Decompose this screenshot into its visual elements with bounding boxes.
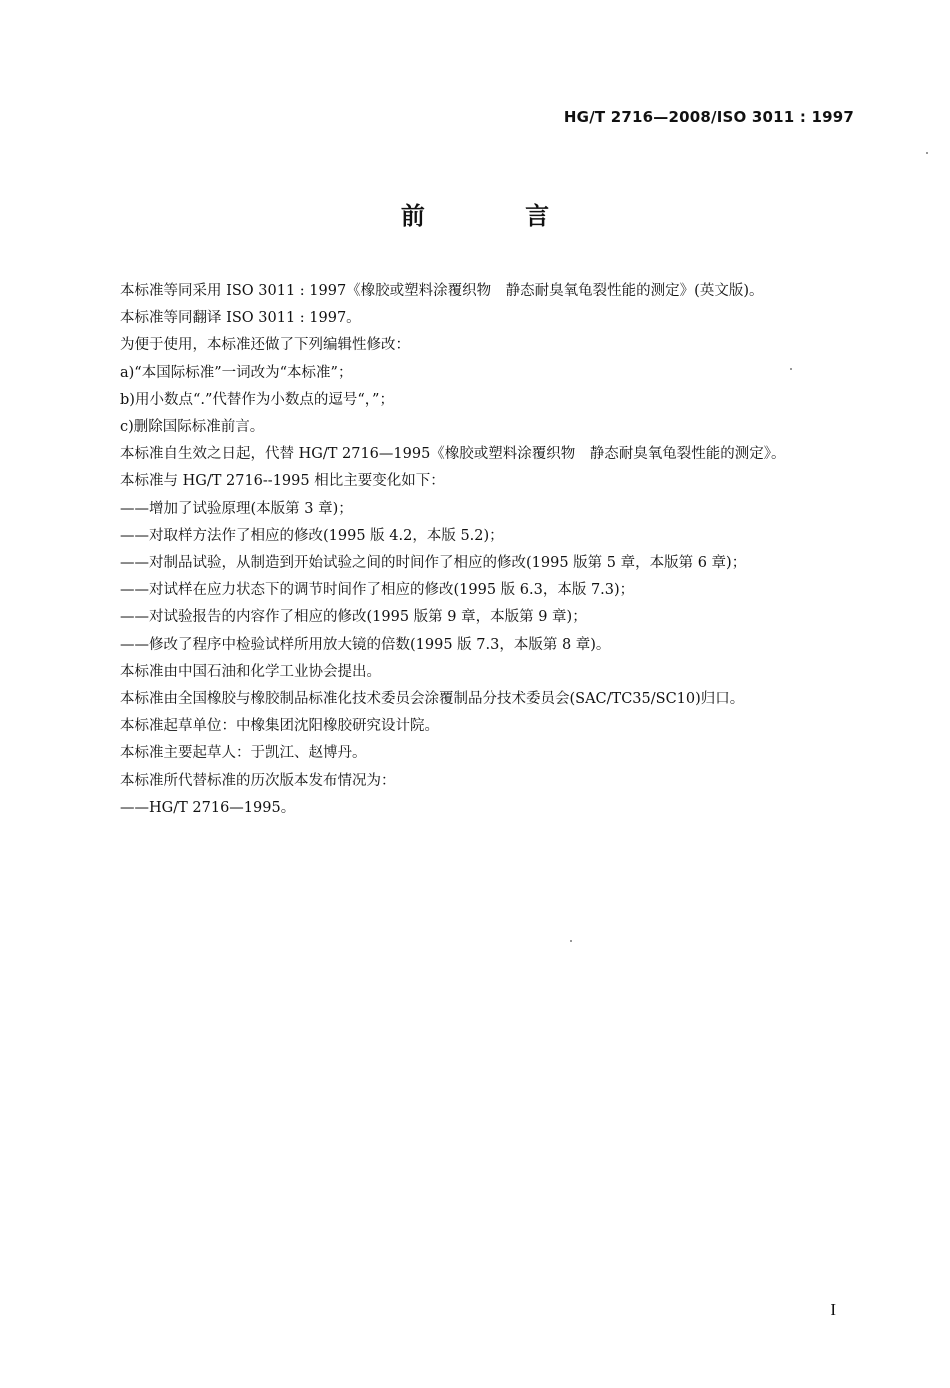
- list-item: ——HG/T 2716—1995。: [120, 799, 296, 816]
- list-item: ——对试验报告的内容作了相应的修改(1995 版第 9 章，本版第 9 章)；: [120, 609, 587, 626]
- paragraph: 本标准所代替标准的历次版本发布情况为：: [120, 772, 396, 789]
- scan-speck: [790, 368, 792, 370]
- list-item: ——修改了程序中检验试样所用放大镜的倍数(1995 版 7.3，本版第 8 章)。: [120, 636, 611, 653]
- page-title: 前 言: [400, 202, 596, 230]
- list-item: a)“本国际标准”一词改为“本标准”；: [120, 364, 353, 381]
- paragraph: 本标准自生效之日起，代替 HG/T 2716—1995《橡胶或塑料涂覆织物 静态耐臭氧龟裂性能的测定》。: [120, 446, 786, 463]
- page-number: I: [830, 1300, 836, 1319]
- list-item: ——对试样在应力状态下的调节时间作了相应的修改(1995 版 6.3，本版 7.3)；: [120, 582, 635, 599]
- list-item: ——对取样方法作了相应的修改(1995 版 4.2，本版 5.2)；: [120, 527, 504, 544]
- list-item: ——增加了试验原理(本版第 3 章)；: [120, 500, 353, 517]
- list-item: c)删除国际标准前言。: [120, 419, 265, 436]
- paragraph: 本标准主要起草人：于凯江、赵博丹。: [120, 745, 367, 762]
- paragraph: 本标准起草单位：中橡集团沈阳橡胶研究设计院。: [120, 718, 439, 735]
- paragraph: 本标准由全国橡胶与橡胶制品标准化技术委员会涂覆制品分技术委员会(SAC/TC35/SC10)归口。: [120, 691, 745, 708]
- paragraph: 为便于使用，本标准还做了下列编辑性修改：: [120, 337, 410, 354]
- foreword-body: [88, 278, 860, 822]
- list-item: b)用小数点“.”代替作为小数点的逗号“，”；: [120, 391, 394, 408]
- list-item: ——对制品试验，从制造到开始试验之间的时间作了相应的修改(1995 版第 5 章，本版第 6 章)；: [120, 555, 747, 572]
- paragraph: 本标准等同翻译 ISO 3011 : 1997。: [120, 310, 361, 327]
- paragraph: 本标准由中国石油和化学工业协会提出。: [120, 663, 381, 680]
- scan-speck: [926, 152, 928, 154]
- standard-code: HG/T 2716—2008/ISO 3011 : 1997: [563, 108, 854, 126]
- scan-speck: [570, 940, 572, 942]
- paragraph: 本标准与 HG/T 2716--1995 相比主要变化如下：: [120, 473, 445, 490]
- paragraph: 本标准等同采用 ISO 3011 : 1997《橡胶或塑料涂覆织物 静态耐臭氧龟裂性能的测定》(英文版)。: [120, 283, 764, 299]
